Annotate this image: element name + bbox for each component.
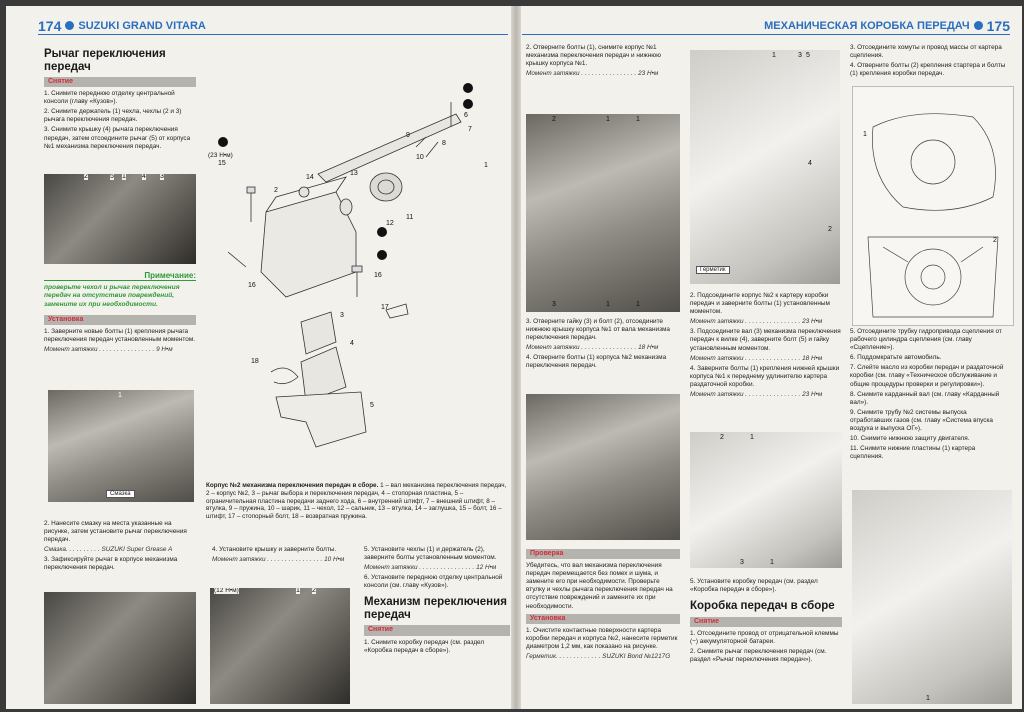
callout: 7 xyxy=(468,126,472,133)
callout: 13 xyxy=(350,170,358,177)
step: 3. Снимите крышку (4) рычага переключения передач, затем отсоедините рычаг (5) от корпуса №1 механизма переключения передач. xyxy=(44,126,191,150)
callout: 2 xyxy=(720,434,724,441)
step: 4. Заверните болты (1) крепления нижней крышки корпуса №1 к переднему удлинителю картера раздаточной коробки. xyxy=(690,364,840,388)
callout: 1 xyxy=(770,559,774,566)
torque-spec: Момент затяжки . . . . . . . . . . . . . . . . 23 Н•м xyxy=(690,318,823,326)
callout: 2 xyxy=(274,187,278,194)
right-text-column-1 xyxy=(526,44,676,80)
right-page-header xyxy=(764,19,1010,32)
callout: 6 xyxy=(464,112,468,119)
photo-boots-holder xyxy=(210,588,350,704)
callout: 2 xyxy=(84,174,88,180)
photo-housing-removal xyxy=(526,394,680,540)
middle-text-column xyxy=(212,546,352,566)
torque-spec: Момент затяжки . . . . . . . . . . . . . . . . 23 Н•м xyxy=(690,391,823,399)
grease-spec: Смазка. . . . . . . . . . SUZUKI Super Grease A xyxy=(44,546,173,554)
callout: 17 xyxy=(381,304,389,311)
note-heading: Примечание: xyxy=(44,272,196,281)
check-subheading: Проверка xyxy=(526,549,680,559)
step: 3. Зафиксируйте рычаг в корпусе механизма переключения передач. xyxy=(44,556,178,572)
callout: 1 xyxy=(296,588,300,594)
callout: 1 xyxy=(750,434,754,441)
callout: 1 xyxy=(484,162,488,169)
right-text-column-2b xyxy=(690,578,842,666)
callout: 3 xyxy=(740,559,744,566)
bullet-icon xyxy=(974,21,983,30)
right-text-column-3b xyxy=(850,328,1010,463)
callout: 1 xyxy=(606,301,610,308)
photo-clutch-plates xyxy=(852,490,1012,704)
callout: 1 xyxy=(636,116,640,123)
page-number: 175 xyxy=(986,17,1010,34)
sealant-badge: Герметик xyxy=(696,266,730,274)
callout: 2 xyxy=(828,226,832,233)
step: 4. Отверните болты (1) корпуса №2 механизма переключения передач. xyxy=(526,354,667,370)
left-text-column-2 xyxy=(44,520,196,575)
callout: 3 xyxy=(160,174,164,180)
step: 3. Отсоедините хомуты и провод массы от картера сцепления. xyxy=(850,44,1002,60)
header-rule xyxy=(522,34,1010,35)
callout: 9 xyxy=(406,132,410,139)
callout: 18 xyxy=(251,358,259,365)
diagram-starter-bolts xyxy=(852,86,1014,326)
install-subheading: Установка xyxy=(526,614,680,624)
left-page xyxy=(6,6,513,709)
step: 5. Установите коробку передач (см. раздел «Коробка передач в сборе»). xyxy=(690,578,818,594)
caption-text: 1 – вал механизма переключения передач, 2 – корпус №2, 3 – рычаг выбора и переключения передач, 4 – стопорная пластина, 5 – ограничительная пластина передачи заднего хода, 6 – внутренний штифт, 7 – внешний штифт, 8 – втулка, 9 – пружина, 10 – шарик, 11 – чехол, 12 – сальник, 13 – втулка, 14 – заглушка, 15 – болт, 16 – штифт, 17 – стопорный болт, 18 – возвратная пружина. xyxy=(206,482,507,521)
callout: 5 xyxy=(110,174,114,180)
callout: 1 xyxy=(636,301,640,308)
callout: 16 xyxy=(374,272,382,279)
step: 9. Снимите трубу №2 системы выпуска отработавших газов (см. главу «Система впуска воздуха и выпуска ОГ»). xyxy=(850,408,993,433)
check-install-block xyxy=(526,546,680,663)
step: 2. Отверните болты (1), снимите корпус №1 механизма переключения передач и нижнюю крышку корпуса №1. xyxy=(526,44,661,68)
callout: 4 xyxy=(808,160,812,167)
step: 6. Установите переднюю отделку центральной консоли (см. главу «Кузов»). xyxy=(364,574,503,590)
install-subheading: Установка xyxy=(44,315,196,325)
left-text-column xyxy=(44,48,196,153)
callout: 10 xyxy=(416,154,424,161)
step: 1. Заверните новые болты (1) крепления рычага переключения передач установленным моментом. xyxy=(44,328,195,344)
step: 2. Подсоедините корпус №2 к картеру коробки передач и заверните болты (1) установленным моментом. xyxy=(690,292,830,316)
callout: 1 xyxy=(606,116,610,123)
check-text: Убедитесь, что вал механизма переключения передач перемещается без помех и шума, и замените его при необходимости. Проверьте втулку и чехлы рычага переключения передач на отсутствие повреждений и замените их при необходимости. xyxy=(526,562,673,610)
right-text-column-1b xyxy=(526,318,680,373)
callout: 1 xyxy=(926,695,930,702)
callout: 2 xyxy=(552,116,556,123)
callout: 15 xyxy=(218,160,226,167)
photo-lever-installed xyxy=(44,592,196,704)
torque-spec: Момент затяжки . . . . . . . . . . . . . . . . 12 Н•м xyxy=(364,564,497,572)
shift-housing-diagram xyxy=(206,42,506,472)
photo-lever-grease xyxy=(48,390,194,502)
right-text-column-2 xyxy=(690,292,842,401)
chapter-title: МЕХАНИЧЕСКАЯ КОРОБКА ПЕРЕДАЧ xyxy=(764,19,970,32)
torque-spec: Момент затяжки . . . . . . . . . . . . . . . . 23 Н•м xyxy=(526,70,659,78)
step: 5. Отсоедините трубку гидропривода сцепления от рабочего цилиндра сцепления (см. главу «Сцепление»). xyxy=(850,328,1002,352)
removal-subheading: Снятие xyxy=(44,77,196,87)
callout: (23 Н•м) xyxy=(208,152,233,159)
callout: 1 xyxy=(772,52,776,59)
torque-spec: Момент затяжки . . . . . . . . . . . . . . . . 18 Н•м xyxy=(690,354,823,362)
photo-sealant-application xyxy=(690,50,840,284)
callout: 8 xyxy=(442,140,446,147)
torque-spec: Момент затяжки . . . . . . . . . . . . . . . . 9 Н•м xyxy=(44,346,173,354)
step: 4. Отверните болты (2) крепления стартера и болты (1) крепления коробки передач. xyxy=(850,62,1006,78)
callout: 1 xyxy=(122,174,126,180)
page-number: 174 xyxy=(38,17,62,34)
grease-label: Смазка xyxy=(106,490,135,498)
left-page-header xyxy=(38,19,206,32)
bullet-icon xyxy=(65,21,74,30)
note-text: проверьте чехол и рычаг переключения передач на отсутствие повреждений, замените их при необходимости. xyxy=(44,284,180,308)
callout: 3 xyxy=(798,52,802,59)
removal-subheading: Снятие xyxy=(364,625,510,635)
note-block xyxy=(44,268,196,356)
step: 2. Снимите рычаг переключения передач (см. раздел «Рычаг переключения передач»). xyxy=(690,647,827,664)
step: 5. Установите чехлы (1) и держатель (2), заверните болты установленным моментом. xyxy=(364,546,497,562)
step: 1. Снимите переднюю отделку центральной консоли (главу «Кузов»). xyxy=(44,90,175,106)
callout: 3 xyxy=(340,312,344,319)
step: 2. Снимите держатель (1) чехла, чехлы (2 и 3) рычага переключения передач. xyxy=(44,108,182,124)
photo-lower-cover xyxy=(690,432,842,568)
torque-spec: Момент затяжки . . . . . . . . . . . . . . . . 18 Н•м xyxy=(526,344,659,352)
section-heading: Коробка передач в сборе xyxy=(690,600,835,613)
callout: 14 xyxy=(306,174,314,181)
callout: 2 xyxy=(993,237,997,244)
callout: 1 xyxy=(118,392,122,399)
step: 1. Снимите коробку передач (см. раздел «Коробка передач в сборе»). xyxy=(364,638,485,654)
callout: 2 xyxy=(312,588,316,594)
callout: 4 xyxy=(350,340,354,347)
callout: 16 xyxy=(248,282,256,289)
step: 4. Установите крышку и заверните болты. xyxy=(212,546,337,553)
sealant-spec: Герметик. . . . . . . . . . . . . SUZUKI Bond №1217G xyxy=(526,653,671,661)
callout: 5 xyxy=(806,52,810,59)
photo-lever-removed xyxy=(44,174,196,264)
right-page xyxy=(518,6,1022,709)
callout: (12 Н•м) xyxy=(214,588,239,594)
step: 10. Снимите нижнюю защиту двигателя. xyxy=(850,435,970,443)
callout: 4 xyxy=(142,174,146,180)
header-rule xyxy=(38,34,508,35)
section-heading: Механизм переключения передач xyxy=(364,596,507,621)
callout: 5 xyxy=(370,402,374,409)
bolt-location-diagram xyxy=(853,87,1013,325)
callout: 3 xyxy=(552,301,556,308)
photo-callout-row xyxy=(44,156,196,172)
diagram-caption xyxy=(206,482,508,521)
photo-housing-bolts xyxy=(526,114,680,312)
section-heading: Рычаг переключения передач xyxy=(44,48,166,73)
step: 7. Слейте масло из коробки передач и раздаточной коробки (см. главу «Техническое обслуживание и общие процедуры проверки и регулировки»). xyxy=(850,364,1004,388)
step: 8. Снимите карданный вал (см. главу «Карданный вал»). xyxy=(850,390,1000,406)
step: 3. Отверните гайку (3) и болт (2), отсоедините нижнюю крышку корпуса №1 от вала механизма переключения передач. xyxy=(526,318,670,342)
exploded-diagram xyxy=(206,42,506,472)
right-text-column-3 xyxy=(850,44,1010,80)
callout: 11 xyxy=(406,214,414,221)
step: 1. Очистите контактные поверхности картера коробки передач и корпуса №2, нанесите герметик диаметром 1,2 мм, как показано на рисунке. xyxy=(526,626,678,650)
step: 11. Снимите нижние пластины (1) картера сцепления. xyxy=(850,445,976,461)
book-spread xyxy=(6,6,1022,709)
step: 1. Отсоедините провод от отрицательной клеммы (−) аккумуляторной батареи. xyxy=(690,629,839,645)
step: 6. Поддомкратьте автомобиль. xyxy=(850,354,942,362)
caption-title: Корпус №2 механизма переключения передач в сборе. xyxy=(206,482,379,489)
book-title: SUZUKI GRAND VITARA xyxy=(78,19,206,32)
right-text-column xyxy=(364,546,510,657)
callout: 1 xyxy=(863,131,867,138)
step: 3. Подсоедините вал (3) механизма переключения передач к вилке (4), заверните болт (5) и гайку установленным моментом. xyxy=(690,328,841,352)
removal-subheading: Снятие xyxy=(690,617,842,627)
callout: 12 xyxy=(386,220,394,227)
step: 2. Нанесите смазку на места указанные на рисунке, затем установите рычаг переключения передач. xyxy=(44,520,187,544)
torque-spec: Момент затяжки . . . . . . . . . . . . . . . . 10 Н•м xyxy=(212,556,345,564)
